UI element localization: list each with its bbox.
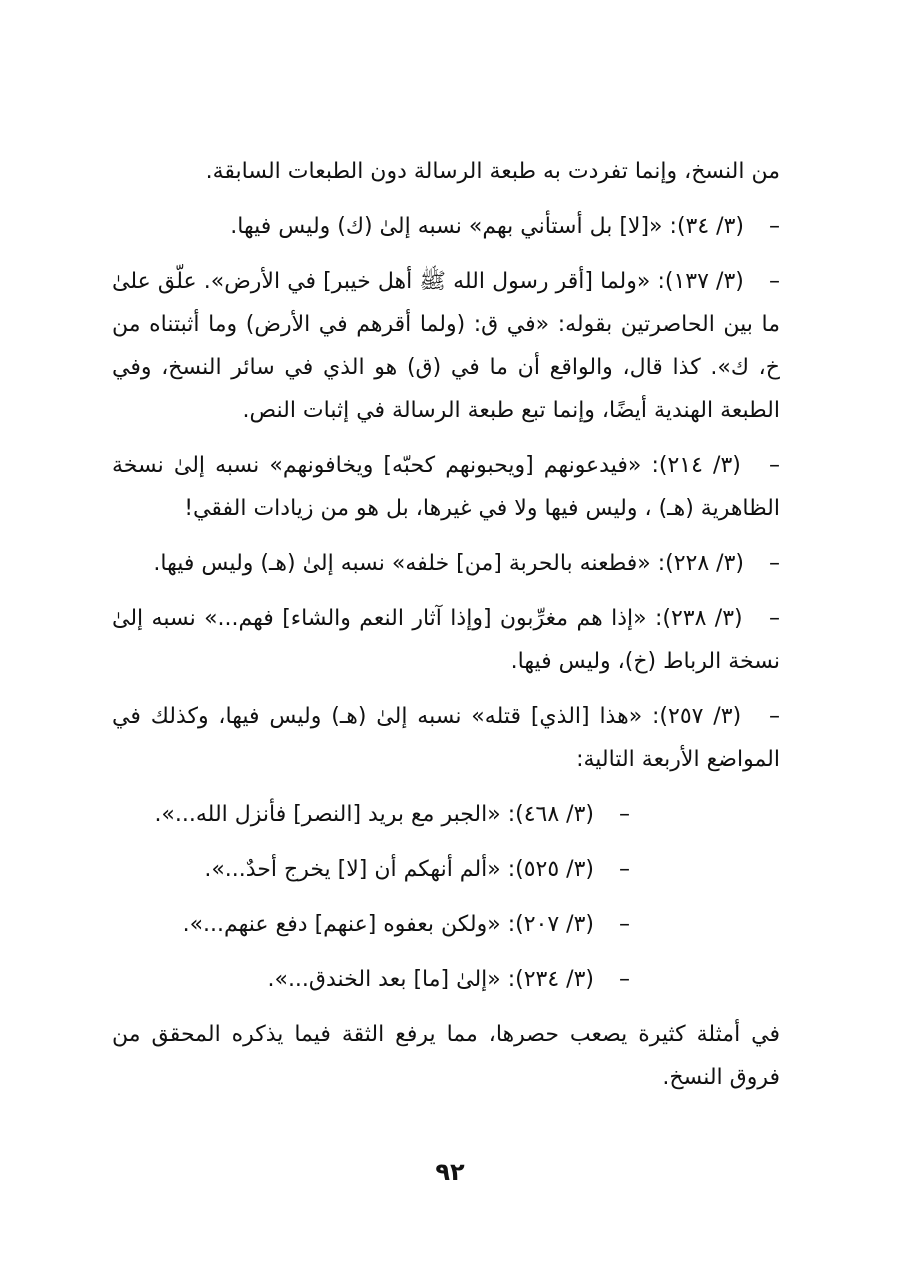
citation-ref: (٣/ ٢٣٨): (654, 606, 743, 631)
list-item (112, 260, 780, 432)
dash: – (769, 453, 781, 478)
citation-ref: (٣/ ١٣٧): (657, 269, 744, 294)
citation-ref: (٣/ ٢١٤): (651, 453, 741, 478)
dash: – (769, 214, 780, 239)
citation-text: «[لا] بل أستأني بهم» نسبه إلىٰ (ك) وليس فيها. (230, 214, 663, 239)
dash: – (769, 606, 781, 631)
citation-ref: (٣/ ٢٠٧): (507, 912, 594, 937)
list-item (112, 597, 780, 683)
citation-ref: (٣/ ٤٦٨): (507, 802, 594, 827)
citation-text: «هذا [الذي] قتله» نسبه إلىٰ (هـ) وليس فيها، وكذلك في المواضع الأربعة التالية: (112, 704, 780, 772)
page-number: ٩٢ (435, 1158, 465, 1186)
sub-list-item (112, 848, 780, 891)
dash: – (619, 912, 630, 937)
dash: – (619, 967, 630, 992)
dash: – (769, 704, 780, 729)
closing-paragraph: في أمثلة كثيرة يصعب حصرها، مما يرفع الثقة فيما يذكره المحقق من فروق النسخ. (112, 1022, 780, 1090)
dash: – (769, 269, 780, 294)
citation-text: «إلىٰ [ما] بعد الخندق...». (267, 967, 501, 992)
citation-ref: (٣/ ٥٢٥): (507, 857, 594, 882)
sub-list-item (112, 958, 780, 1001)
list-item (112, 444, 780, 530)
citation-text: «ولما [أقر رسول الله ﷺ أهل خيبر] في الأرض». علّق علىٰ ما بين الحاصرتين بقوله: «في ق: (ولما أقرهم في الأرض) وما أثبتناه من خ، ك». كذا قال، والواقع أن ما في (ق) هو الذي في سائر النسخ، وفي الطبعة الهندية أيضًا، وإنما تبع طبعة الرسالة في إثبات النص. (112, 269, 780, 423)
list-item (112, 695, 780, 781)
sub-list-item (112, 903, 780, 946)
sub-list-item (112, 793, 780, 836)
dash: – (619, 802, 630, 827)
list-item (112, 205, 780, 248)
citation-text: «فطعنه بالحربة [من] خلفه» نسبه إلىٰ (هـ) وليس فيها. (153, 551, 651, 576)
page-body (112, 150, 780, 1111)
opening-paragraph: من النسخ، وإنما تفردت به طبعة الرسالة دون الطبعات السابقة. (205, 159, 780, 184)
citation-ref: (٣/ ٢٣٤): (507, 967, 594, 992)
citation-text: «ولكن بعفوه [عنهم] دفع عنهم...». (182, 912, 501, 937)
list-item (112, 542, 780, 585)
citation-ref: (٣/ ٢٢٨): (657, 551, 744, 576)
dash: – (619, 857, 630, 882)
citation-text: «إذا هم مغرِّبون [وإذا آثار النعم والشاء] فهم...» نسبه إلىٰ نسخة الرباط (خ)، وليس فيها. (112, 606, 780, 674)
citation-text: «فيدعونهم [ويحبونهم كحبّه] ويخافونهم» نسبه إلىٰ نسخة الظاهرية (هـ) ، وليس فيها ولا في غيرها، بل هو من زيادات الفقي! (112, 453, 780, 521)
citation-text: «الجبر مع بريد [النصر] فأنزل الله...». (154, 802, 501, 827)
dash: – (769, 551, 780, 576)
citation-ref: (٣/ ٢٥٧): (652, 704, 742, 729)
citation-ref: (٣/ ٣٤): (669, 214, 744, 239)
citation-text: «ألم أنهكم أن [لا] يخرج أحدٌ...». (204, 857, 501, 882)
